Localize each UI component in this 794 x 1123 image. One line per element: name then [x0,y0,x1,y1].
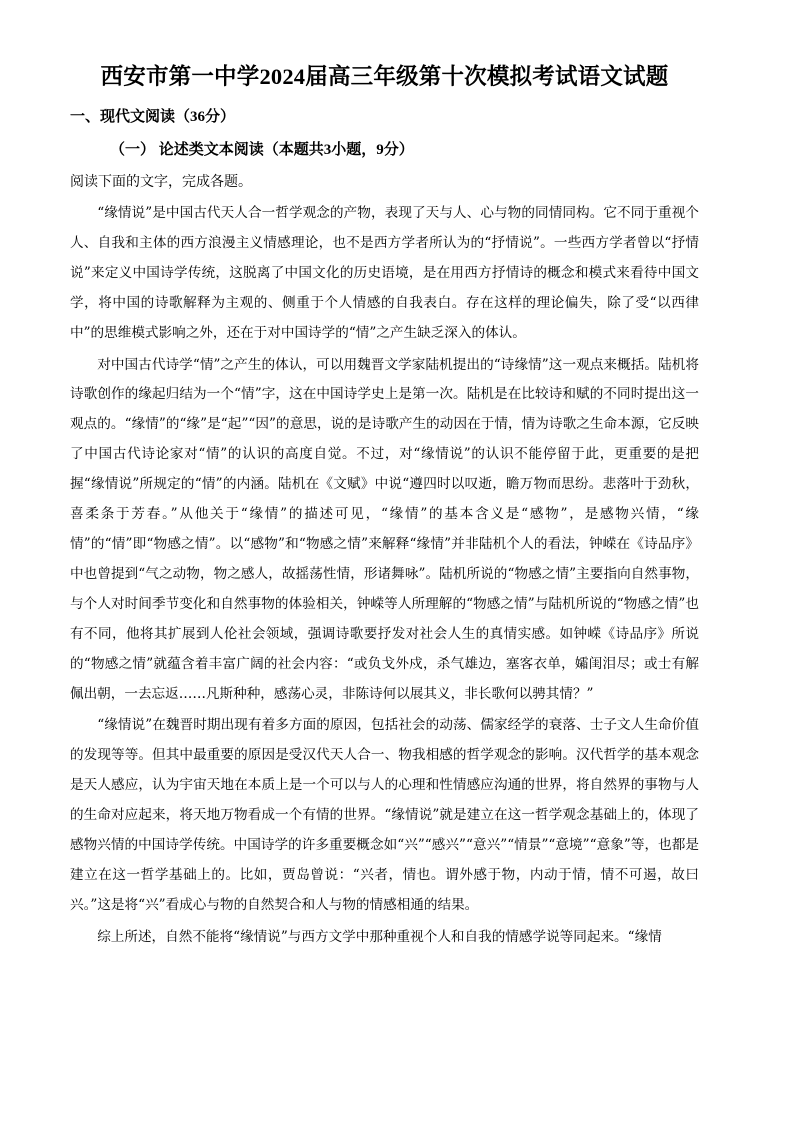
section-heading: 一、现代文阅读（36分） [70,109,236,125]
passage-paragraph-1: “缘情说”是中国古代天人合一哲学观念的产物，表现了天与人、心与物的同情同构。它不同于重视个人、自我和主体的西方浪漫主义情感理论，也不是西方学者所认为的“抒情说”。一些西方学者曾以“抒情说”来定义中国诗学传统，这脱离了中国文化的历史语境，是在用西方抒情诗的概念和模式来看待中国文学，将中国的诗歌解释为主观的、侧重于个人情感的自我表白。存在这样的理论偏失，除了受“以西律中”的思维模式影响之外，还在于对中国诗学的“情”之产生缺乏深入的体认。 [70,205,699,341]
passage-paragraph-2: 对中国古代诗学“情”之产生的体认，可以用魏晋文学家陆机提出的“诗缘情”这一观点来概括。陆机将诗歌创作的缘起归结为一个“情”字，这在中国诗学史上是第一次。陆机是在比较诗和赋的不同时提出这一观点的。“缘情”的“缘”是“起”“因”的意思，说的是诗歌产生的动因在于情，情为诗歌之生命本源，它反映了中国古代诗论家对“情”的认识的高度自觉。不过，对“缘情说”的认识不能停留于此，更重要的是把握“缘情说”所规定的“情”的内涵。陆机在《文赋》中说“遵四时以叹逝，瞻万物而思纷。悲落叶于劲秋，喜柔条于芳春。”从他关于“缘情”的描述可见，“缘情”的基本含义是“感物”，是感物兴情，“缘情”的“情”即“物感之情”。以“感物”和“物感之情”来解释“缘情”并非陆机个人的看法，钟嵘在《诗品序》中也曾提到“气之动物，物之感人，故摇荡性情，形诸舞咏”。陆机所说的“物感之情”主要指向自然事物，与个人对时间季节变化和自然事物的体验相关，钟嵘等人所理解的“物感之情”与陆机所说的“物感之情”也有不同，他将其扩展到人伦社会领域，强调诗歌要抒发对社会人生的真情实感。如钟嵘《诗品序》所说的“物感之情”就蕴含着丰富广阔的社会内容：“或负戈外戍，杀气雄边，塞客衣单，孀闺泪尽；或士有解佩出朝，一去忘返……凡斯种种，感荡心灵，非陈诗何以展其义，非长歌何以骋其情？” [70,356,699,702]
exam-title: 西安市第一中学2024届高三年级第十次模拟考试语文试题 [100,64,669,89]
passage-paragraph-4: 综上所述，自然不能将“缘情说”与西方文学中那种重视个人和自我的情感学说等同起来。“缘情 [97,928,662,945]
reading-instruction: 阅读下面的文字，完成各题。 [70,173,252,189]
subsection-heading: （一） 论述类文本阅读（本题共3小题，9分） [110,142,414,158]
passage-paragraph-3: “缘情说”在魏晋时期出现有着多方面的原因，包括社会的动荡、儒家经学的衰落、士子文人生命价值的发现等等。但其中最重要的原因是受汉代天人合一、物我相感的哲学观念的影响。汉代哲学的基本观念是天人感应，认为宇宙天地在本质上是一个可以与人的心理和性情感应沟通的世界，将自然界的事物与人的生命对应起来，将天地万物看成一个有情的世界。“缘情说”就是建立在这一哲学观念基础上的，体现了感物兴情的中国诗学传统。中国诗学的许多重要概念如“兴”“感兴”“意兴”“情景”“意境”“意象”等，也都是建立在这一哲学基础上的。比如，贾岛曾说：“兴者，情也。谓外感于物，内动于情，情不可遏，故曰兴。”这是将“兴”看成心与物的自然契合和人与物的情感相通的结果。 [70,717,699,913]
